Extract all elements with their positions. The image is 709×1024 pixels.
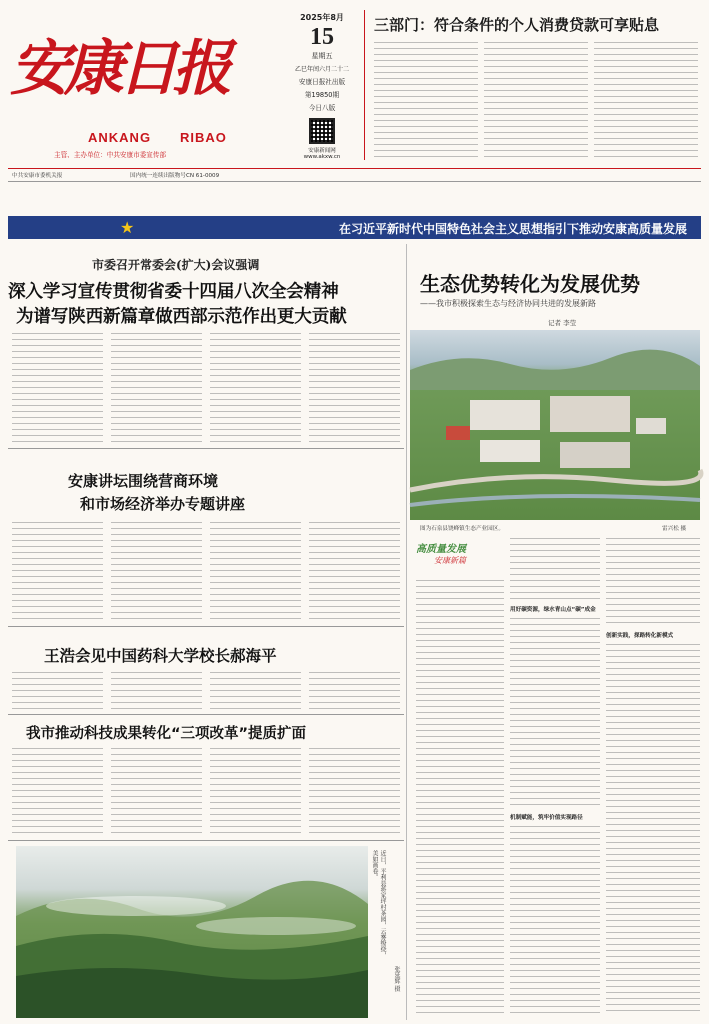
top-story-col-2 (484, 42, 588, 160)
date-day: 15 (310, 24, 334, 50)
eco-photo-caption: 图为石泉县饶峰镇生态产业园区。 (420, 526, 504, 532)
top-story-col-3 (594, 42, 698, 160)
series-logo-line2: 安康新篇 (434, 556, 466, 565)
photo-bottom-caption: 近日，平利县蒋家坪村茶园，云雾缭绕，美如画卷。 (371, 850, 386, 958)
series-logo (416, 540, 508, 578)
story2-headline-1: 安康讲坛围绕营商环境 (68, 472, 219, 490)
photo-mountain-tea-garden (16, 846, 368, 1018)
qr-code (309, 118, 335, 144)
top-story-headline: 三部门：符合条件的个人消费贷款可享贴息 (374, 16, 660, 34)
photo-eco-industrial-park (410, 330, 700, 520)
date-issue: 第19850期 (304, 91, 340, 99)
date-year-month: 2025年8月 (300, 13, 344, 22)
masthead-sponsor: 主管、主办单位：中共安康市委宣传部 (54, 151, 167, 159)
eco-body-col-3 (606, 538, 700, 1018)
top-story-col-1 (374, 42, 478, 160)
story2-body (12, 522, 400, 622)
masthead-pinyin-right: RIBAO (180, 130, 227, 145)
eco-section-a: 用好碳资源，绿水青山点“碳”成金 (510, 607, 596, 613)
lead-kicker: 市委召开常委会(扩大)会议强调 (92, 258, 260, 272)
story4-headline: 我市推动科技成果转化“三项改革”提质扩面 (26, 726, 307, 742)
banner (8, 216, 701, 239)
site-url: www.akxw.cn (303, 154, 341, 160)
infobar-mid: 国内统一连续出版物号CN 61-0009 (130, 173, 220, 179)
story2-headline-2: 和市场经济举办专题讲座 (80, 495, 246, 513)
eco-body-col-1 (416, 580, 504, 1018)
eco-subtitle: ——我市积极探索生态与经济协同共进的发展新路 (420, 299, 596, 308)
date-lunar: 乙巳年闰六月二十二 (294, 66, 349, 73)
lead-headline-1: 深入学习宣传贯彻省委十四届八次全会精神 (8, 282, 339, 302)
photo-bottom-credit: 张延辉 摄 (393, 966, 400, 992)
story3-headline: 王浩会见中国药科大学校长郝海平 (44, 647, 277, 665)
date-weekday: 星期五 (311, 52, 333, 60)
story4-body (12, 748, 400, 836)
date-publisher: 安康日报社出版 (298, 78, 346, 86)
eco-byline: 记者 李莹 (548, 319, 577, 327)
banner-star-icon: ★ (120, 218, 135, 237)
lead-headline-2: 为谱写陕西新篇章做西部示范作出更大贡献 (16, 307, 347, 327)
eco-section-c: 创新实践，探路转化新模式 (606, 633, 674, 639)
eco-photo-credit: 雷兴松 摄 (662, 526, 687, 532)
eco-body-col-2 (510, 538, 600, 1018)
date-block (286, 12, 358, 162)
infobar-left: 中共安康市委机关报 (12, 173, 63, 179)
masthead (8, 6, 278, 166)
series-logo-line1: 高质量发展 (416, 544, 466, 555)
site-name: 安康新闻网 (308, 148, 336, 154)
eco-headline: 生态优势转化为发展优势 (420, 272, 640, 296)
story3-body (12, 672, 400, 710)
eco-section-b: 机制赋能，筑牢价值实现路径 (510, 815, 583, 821)
masthead-pinyin-left: ANKANG (88, 130, 152, 145)
masthead-logo: 安康日报 (10, 34, 226, 104)
banner-text: 在习近平新时代中国特色社会主义思想指引下推动安康高质量发展 (338, 222, 687, 236)
date-pages: 今日八版 (308, 104, 336, 112)
lead-body (12, 333, 400, 446)
